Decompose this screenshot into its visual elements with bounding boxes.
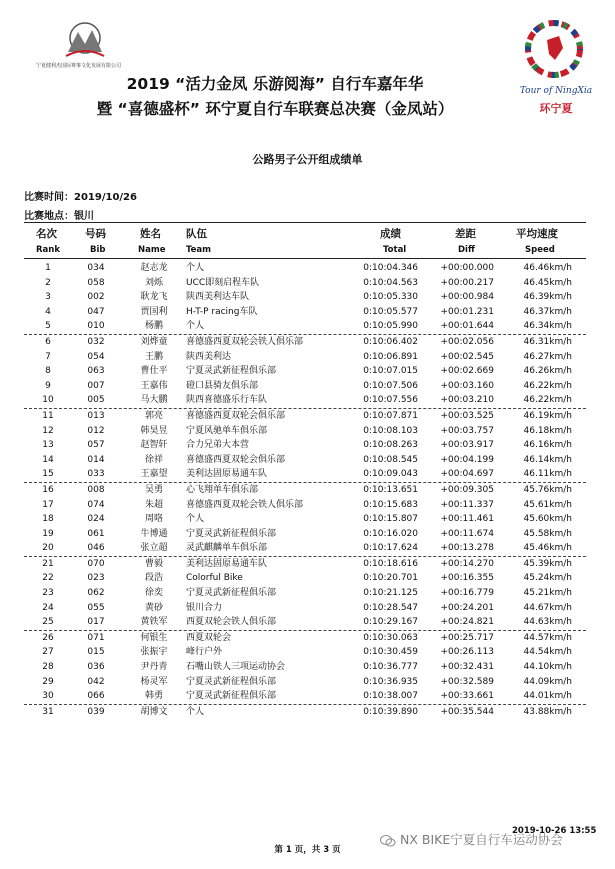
results-subtitle: 公路男子公开组成绩单 — [252, 153, 363, 166]
cell-speed: 46.26km/h — [523, 366, 572, 377]
cell-total: 0:10:07.506 — [363, 380, 418, 391]
cell-total: 0:10:07.871 — [363, 410, 418, 421]
table-row — [0, 409, 615, 424]
table-row — [0, 498, 615, 513]
cell-diff: +00:02.545 — [440, 351, 494, 362]
cell-diff: +00:09.305 — [440, 484, 494, 495]
table-row — [0, 290, 615, 305]
cell-diff: +00:04.199 — [440, 454, 494, 465]
cell-diff: +00:02.669 — [440, 366, 494, 377]
col-speed-cn: 平均速度 — [516, 228, 558, 240]
cell-team: 宁夏灵武新征程俱乐部 — [186, 691, 277, 702]
cell-team: 个人 — [186, 706, 205, 717]
cell-diff: +00:33.661 — [440, 691, 494, 702]
cell-team: 宁夏灵武新征程俱乐部 — [186, 528, 277, 539]
cell-diff: +00:13.278 — [440, 543, 494, 554]
cell-diff: +00:00.984 — [440, 292, 494, 303]
cell-speed: 45.60km/h — [523, 514, 572, 525]
event-title-line1: 2019 “活力金凤 乐游阅海” 自行车嘉年华 — [126, 75, 424, 93]
cell-speed: 46.37km/h — [523, 306, 572, 317]
cell-speed: 46.14km/h — [523, 454, 572, 465]
cell-total: 0:10:30.459 — [363, 647, 418, 658]
cell-bib: 014 — [87, 454, 105, 465]
cell-diff: +00:16.779 — [440, 588, 494, 599]
cell-team: 磴口县骑友俱乐部 — [186, 380, 259, 391]
cell-bib: 071 — [87, 632, 105, 643]
table-row — [0, 261, 615, 276]
col-rank-cn: 名次 — [36, 228, 57, 240]
cell-rank: 30 — [42, 691, 54, 702]
cell-total: 0:10:08.263 — [363, 440, 418, 451]
cell-name: 曹毅 — [144, 558, 163, 569]
page-indicator: 第 1 页，共 3 页 — [274, 845, 341, 855]
cell-rank: 23 — [42, 588, 54, 599]
cell-total: 0:10:09.043 — [363, 469, 418, 480]
cell-rank: 2 — [45, 277, 51, 288]
cell-rank: 16 — [42, 484, 54, 495]
cell-bib: 023 — [87, 573, 105, 584]
cell-rank: 8 — [45, 366, 51, 377]
cell-rank: 29 — [42, 676, 54, 687]
cell-total: 0:10:06.402 — [363, 336, 418, 347]
cell-rank: 31 — [42, 706, 54, 717]
cell-bib: 033 — [87, 469, 105, 480]
cell-total: 0:10:20.701 — [363, 573, 418, 584]
cell-team: 个人 — [186, 514, 205, 525]
header-bottom-rule — [24, 258, 586, 259]
cell-speed: 46.18km/h — [523, 425, 572, 436]
cell-speed: 46.22km/h — [523, 395, 572, 406]
table-row — [0, 689, 615, 704]
cell-name: 曹仕平 — [140, 366, 168, 377]
wechat-icon — [380, 834, 396, 848]
cell-speed: 45.76km/h — [523, 484, 572, 495]
cell-speed: 45.21km/h — [523, 588, 572, 599]
table-row — [0, 601, 615, 616]
cell-diff: +00:25.717 — [440, 632, 494, 643]
cell-name: 王嘉望 — [140, 469, 168, 480]
cell-team: 喜德盛西夏双轮会铁人俱乐部 — [186, 499, 304, 510]
cell-total: 0:10:15.683 — [363, 499, 418, 510]
cell-speed: 46.16km/h — [523, 440, 572, 451]
cell-total: 0:10:06.891 — [363, 351, 418, 362]
cell-name: 黄砂 — [144, 602, 163, 613]
cell-team: 石嘴山铁人三项运动协会 — [186, 662, 286, 673]
col-rank-en: Rank — [36, 245, 60, 255]
cell-total: 0:10:29.167 — [363, 617, 418, 628]
cell-speed: 45.61km/h — [523, 499, 572, 510]
table-row — [0, 364, 615, 379]
cell-name: 王嘉伟 — [140, 380, 168, 391]
table-row — [0, 615, 615, 630]
table-row — [0, 631, 615, 646]
cell-diff: +00:35.544 — [440, 706, 494, 717]
table-row — [0, 319, 615, 334]
table-row — [0, 705, 615, 720]
cell-team: 宁夏灵武新征程俱乐部 — [186, 676, 277, 687]
cell-diff: +00:00.000 — [440, 263, 494, 273]
cell-team: 陕西喜德盛乐行车队 — [186, 395, 268, 406]
cell-rank: 4 — [45, 306, 51, 317]
cell-rank: 17 — [42, 499, 54, 510]
cell-rank: 26 — [42, 632, 54, 643]
table-row — [0, 527, 615, 542]
cell-bib: 074 — [87, 499, 105, 510]
watermark-text: NX BIKE宁夏自行车运动协会 — [400, 832, 563, 847]
cell-bib: 046 — [87, 543, 105, 554]
cell-rank: 7 — [45, 351, 51, 362]
cell-diff: +00:03.757 — [440, 425, 494, 436]
col-total-cn: 成绩 — [380, 228, 401, 240]
col-diff-cn: 差距 — [455, 228, 476, 240]
cell-speed: 45.46km/h — [523, 543, 572, 554]
cell-total: 0:10:36.935 — [363, 676, 418, 687]
col-bib-cn: 号码 — [85, 228, 106, 240]
cell-team: 西夏双轮会铁人俱乐部 — [186, 617, 277, 628]
cell-name: 贾国利 — [140, 306, 168, 317]
cell-bib: 007 — [87, 380, 105, 391]
cell-bib: 013 — [87, 410, 105, 421]
cell-rank: 25 — [42, 617, 54, 628]
cell-diff: +00:24.821 — [440, 617, 494, 628]
cell-name: 赵智轩 — [140, 440, 168, 451]
cell-name: 刘烨童 — [140, 336, 168, 347]
cell-rank: 28 — [42, 662, 54, 673]
cell-total: 0:10:04.563 — [363, 277, 418, 288]
cell-bib: 062 — [87, 588, 105, 599]
cell-diff: +00:16.355 — [440, 573, 494, 584]
table-row — [0, 541, 615, 556]
table-row — [0, 571, 615, 586]
cell-diff: +00:01.231 — [440, 306, 494, 317]
cell-bib: 055 — [87, 602, 105, 613]
col-team-en: Team — [186, 245, 212, 255]
cell-name: 耿龙飞 — [140, 292, 168, 303]
cell-team: 喜德盛西夏双轮会俱乐部 — [186, 410, 286, 421]
cell-team: UCC即刻启程车队 — [186, 277, 260, 288]
cell-bib: 042 — [87, 676, 105, 687]
table-row — [0, 586, 615, 601]
col-team-cn: 队伍 — [186, 228, 207, 240]
col-total-en: Total — [383, 245, 407, 255]
cell-diff: +00:03.525 — [440, 410, 494, 421]
cell-bib: 066 — [87, 691, 105, 702]
cell-rank: 13 — [42, 440, 54, 451]
cell-rank: 11 — [42, 410, 54, 421]
cell-team: 喜德盛西夏双轮会俱乐部 — [186, 454, 286, 465]
cell-speed: 46.11km/h — [523, 469, 572, 480]
table-row — [0, 335, 615, 350]
cell-bib: 070 — [87, 558, 105, 569]
cell-team: 美利达固原易通车队 — [186, 558, 268, 569]
cell-name: 刘烁 — [144, 277, 163, 288]
cell-bib: 005 — [87, 395, 105, 406]
table-row — [0, 483, 615, 498]
cell-total: 0:10:21.125 — [363, 588, 418, 599]
cell-bib: 015 — [87, 647, 105, 658]
cell-rank: 9 — [45, 380, 51, 391]
cell-diff: +00:24.201 — [440, 602, 494, 613]
wechat-watermark — [380, 830, 563, 848]
cell-bib: 002 — [87, 292, 105, 303]
cell-speed: 46.22km/h — [523, 380, 572, 391]
cell-speed: 44.01km/h — [523, 691, 572, 702]
cell-diff: +00:26.113 — [440, 647, 494, 658]
table-row — [0, 645, 615, 660]
cell-bib: 061 — [87, 528, 105, 539]
cell-rank: 18 — [42, 514, 54, 525]
table-row — [0, 512, 615, 527]
table-row — [0, 675, 615, 690]
col-name-en: Name — [138, 245, 166, 255]
cell-diff: +00:03.210 — [440, 395, 494, 406]
cell-team: H-T-P racing车队 — [186, 306, 258, 317]
cell-diff: +00:03.160 — [440, 380, 494, 391]
cell-speed: 43.88km/h — [523, 706, 572, 717]
cell-diff: +00:00.217 — [440, 277, 494, 288]
cell-bib: 063 — [87, 366, 105, 377]
print-timestamp: 2019-10-26 13:55 — [512, 826, 597, 836]
race-place: 比赛地点：银川 — [24, 211, 94, 222]
results-table — [0, 261, 615, 719]
organizer-logo-mark — [58, 22, 112, 60]
tour-cn-text: 环宁夏 — [539, 102, 573, 115]
cell-name: 尹丹青 — [140, 662, 168, 673]
cell-speed: 46.34km/h — [523, 321, 572, 332]
cell-speed: 46.45km/h — [523, 277, 572, 288]
cell-speed: 45.24km/h — [523, 573, 572, 584]
cell-team: 宁夏灵武新征程俱乐部 — [186, 366, 277, 377]
cell-team: Colorful Bike — [186, 573, 243, 584]
cell-diff: +00:14.270 — [440, 558, 494, 569]
cell-name: 朱超 — [144, 499, 163, 510]
cell-name: 杨鹏 — [144, 321, 163, 332]
cell-bib: 008 — [87, 484, 105, 495]
cell-name: 张立超 — [140, 543, 168, 554]
cell-bib: 047 — [87, 306, 105, 317]
cell-total: 0:10:18.616 — [363, 558, 418, 569]
cell-name: 赵志龙 — [140, 263, 168, 273]
col-diff-en: Diff — [458, 245, 475, 255]
cell-total: 0:10:05.577 — [363, 306, 418, 317]
cell-bib: 058 — [87, 277, 105, 288]
cell-bib: 057 — [87, 440, 105, 451]
cell-team: 陕西美利达 — [186, 351, 232, 362]
cell-speed: 45.39km/h — [523, 558, 572, 569]
cell-name: 张振宇 — [140, 647, 168, 658]
cell-total: 0:10:36.777 — [363, 662, 418, 673]
table-row — [0, 438, 615, 453]
cell-bib: 017 — [87, 617, 105, 628]
cell-rank: 21 — [42, 558, 54, 569]
header-top-rule — [24, 222, 586, 223]
cell-name: 郭亮 — [144, 410, 163, 421]
cell-name: 吴勇 — [144, 484, 163, 495]
cell-total: 0:10:28.547 — [363, 602, 418, 613]
race-time: 比赛时间：2019/10/26 — [24, 192, 137, 203]
cell-total: 0:10:05.330 — [363, 292, 418, 303]
cell-name: 徐奕 — [144, 588, 163, 599]
cell-name: 王鹏 — [144, 351, 163, 362]
cell-speed: 44.67km/h — [523, 602, 572, 613]
cell-rank: 6 — [45, 336, 51, 347]
cell-total: 0:10:13.651 — [363, 484, 418, 495]
cell-diff: +00:11.674 — [440, 528, 494, 539]
cell-diff: +00:11.461 — [440, 514, 494, 525]
cell-name: 马大鹏 — [140, 395, 168, 406]
cell-rank: 10 — [42, 395, 54, 406]
cell-rank: 20 — [42, 543, 54, 554]
table-row — [0, 350, 615, 365]
cell-bib: 036 — [87, 662, 105, 673]
table-row — [0, 379, 615, 394]
table-row — [0, 467, 615, 482]
cell-team: 银川合力 — [186, 602, 223, 613]
cell-name: 周咯 — [144, 514, 163, 525]
col-speed-en: Speed — [525, 245, 555, 255]
cell-name: 段浩 — [144, 573, 163, 584]
event-title-line2: 暨 “喜德盛杯” 环宁夏自行车联赛总决赛（金凤站） — [96, 100, 454, 118]
cell-team: 灵武麒麟单车俱乐部 — [186, 543, 268, 554]
table-row — [0, 393, 615, 408]
table-row — [0, 424, 615, 439]
cell-rank: 5 — [45, 321, 51, 332]
cell-rank: 27 — [42, 647, 54, 658]
cell-speed: 46.39km/h — [523, 292, 572, 303]
cell-total: 0:10:07.015 — [363, 366, 418, 377]
cell-total: 0:10:15.807 — [363, 514, 418, 525]
cell-speed: 44.09km/h — [523, 676, 572, 687]
cell-total: 0:10:17.624 — [363, 543, 418, 554]
cell-speed: 46.46km/h — [523, 263, 572, 273]
cell-speed: 44.57km/h — [523, 632, 572, 643]
cell-speed: 46.27km/h — [523, 351, 572, 362]
organizer-logo — [36, 22, 136, 74]
cell-team: 个人 — [186, 321, 205, 332]
cell-bib: 034 — [87, 263, 105, 273]
cell-total: 0:10:30.063 — [363, 632, 418, 643]
table-row — [0, 453, 615, 468]
cell-total: 0:10:16.020 — [363, 528, 418, 539]
cell-team: 峰行户外 — [186, 647, 223, 658]
cell-name: 杨灵军 — [140, 676, 168, 687]
cell-bib: 024 — [87, 514, 105, 525]
cell-total: 0:10:39.890 — [363, 706, 418, 717]
cell-speed: 46.19km/h — [523, 410, 572, 421]
cell-diff: +00:04.697 — [440, 469, 494, 480]
table-row — [0, 276, 615, 291]
cell-diff: +00:01.644 — [440, 321, 494, 332]
cell-team: 合力兄弟大本营 — [186, 440, 250, 451]
cell-total: 0:10:07.556 — [363, 395, 418, 406]
cell-bib: 012 — [87, 425, 105, 436]
cell-team: 宁夏风驰单车俱乐部 — [186, 425, 268, 436]
cell-rank: 22 — [42, 573, 54, 584]
tour-script-text: Tour of NingXia — [519, 86, 593, 96]
cell-bib: 010 — [87, 321, 105, 332]
cell-name: 胡博文 — [140, 706, 168, 717]
col-bib-en: Bib — [90, 245, 106, 255]
cell-rank: 14 — [42, 454, 54, 465]
cell-total: 0:10:04.346 — [363, 263, 418, 273]
table-row — [0, 660, 615, 675]
cell-diff: +00:32.589 — [440, 676, 494, 687]
cell-team: 心飞翔单车俱乐部 — [186, 484, 259, 495]
cell-total: 0:10:08.103 — [363, 425, 418, 436]
cell-bib: 032 — [87, 336, 105, 347]
cell-bib: 054 — [87, 351, 105, 362]
cell-total: 0:10:08.545 — [363, 454, 418, 465]
cell-rank: 15 — [42, 469, 54, 480]
cell-name: 牛博通 — [140, 528, 168, 539]
cell-team: 喜德盛西夏双轮会铁人俱乐部 — [186, 336, 304, 347]
cell-team: 陕西美利达车队 — [186, 292, 250, 303]
cell-speed: 46.31km/h — [523, 336, 572, 347]
cell-diff: +00:02.056 — [440, 336, 494, 347]
cell-name: 韩昊昱 — [140, 425, 168, 436]
cell-rank: 3 — [45, 292, 51, 303]
cyclist-ring-icon — [519, 14, 589, 84]
cell-rank: 12 — [42, 425, 54, 436]
cell-rank: 19 — [42, 528, 54, 539]
tour-of-ningxia-logo — [515, 14, 597, 114]
cell-diff: +00:32.431 — [440, 662, 494, 673]
cell-speed: 44.10km/h — [523, 662, 572, 673]
cell-name: 韩勇 — [144, 691, 163, 702]
organizer-name: 宁夏健利杰国际赛事文化发展有限公司 — [36, 63, 122, 69]
cell-team: 宁夏灵武新征程俱乐部 — [186, 588, 277, 599]
cell-speed: 45.58km/h — [523, 528, 572, 539]
cell-name: 徐祥 — [144, 454, 163, 465]
cell-team: 西夏双轮会 — [186, 632, 232, 643]
col-name-cn: 姓名 — [140, 228, 161, 240]
cell-team: 个人 — [186, 263, 205, 273]
cell-diff: +00:03.917 — [440, 440, 494, 451]
cell-name: 何银生 — [140, 632, 168, 643]
table-row — [0, 305, 615, 320]
cell-total: 0:10:38.007 — [363, 691, 418, 702]
cell-total: 0:10:05.990 — [363, 321, 418, 332]
cell-team: 美利达固原易通车队 — [186, 469, 268, 480]
cell-rank: 1 — [45, 263, 51, 273]
cell-speed: 44.54km/h — [523, 647, 572, 658]
cell-rank: 24 — [42, 602, 54, 613]
cell-name: 黄铁军 — [140, 617, 168, 628]
cell-speed: 44.63km/h — [523, 617, 572, 628]
cell-diff: +00:11.337 — [440, 499, 494, 510]
table-row — [0, 557, 615, 572]
cell-bib: 039 — [87, 706, 105, 717]
